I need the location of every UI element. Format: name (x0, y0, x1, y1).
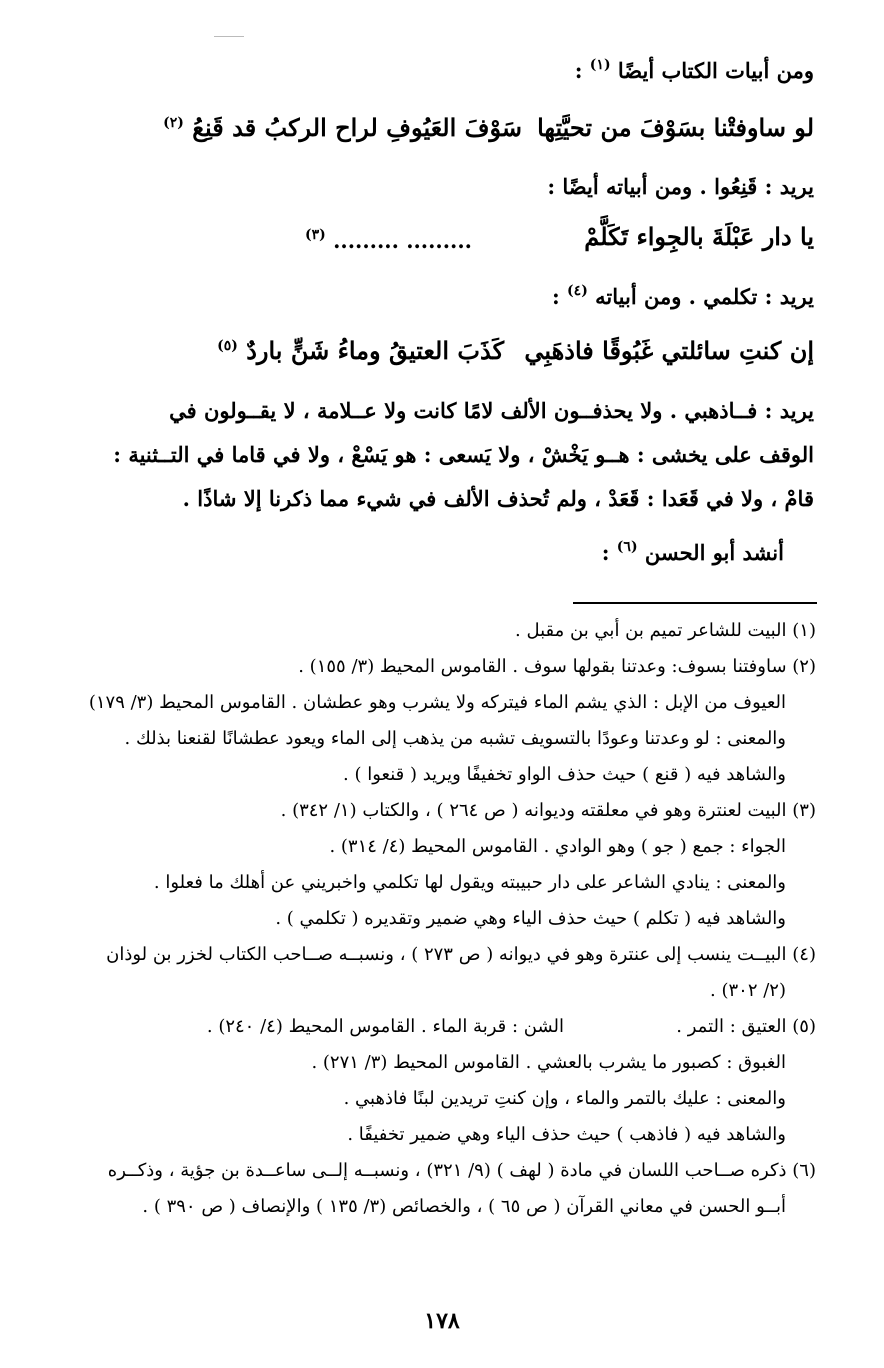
last-main-line (602, 540, 784, 565)
footnote-ref-4: (٤) (567, 283, 588, 299)
footnote-5-shann: الشن : قربة الماء . القاموس المحيط (٤/ ٢٤٠) . (206, 1016, 564, 1037)
verse-1-left-text: سَوْفَ العَيُوفِ لراح الركبُ قد قَنِعُ (192, 113, 522, 142)
page-number: ١٧٨ (424, 1308, 460, 1334)
explanation-line-2-colon: : (551, 284, 560, 309)
footnote-1: (١) البيت للشاعر تميم بن أبي بن مقبل . (515, 620, 816, 641)
verse-1-hemistich-right: لو ساوفتْنا بسَوْفَ من تحيَّتِها (537, 113, 814, 142)
footnote-ref-3: (٣) (304, 227, 326, 243)
intro-line (575, 58, 814, 83)
last-main-text: أنشد أبو الحسن (644, 540, 784, 565)
verse-3-hemistich-left (217, 336, 504, 365)
verse-3-hemistich-right: إن كنتِ سائلتي غَبُوقًا فاذهَبِي (524, 336, 814, 365)
explanation-line-1: يريد : قَنِعُوا . ومن أبياته أيضًا : (547, 174, 814, 199)
paragraph-line-1: يريد : فــاذهبي . ولا يحذفــون الألف لامًا كانت ولا عــلامة ، لا يقــولون في (169, 398, 814, 423)
footnote-divider (573, 602, 817, 604)
footnote-2-line-2: العيوف من الإبل : الذي يشم الماء فيتركه ولا يشرب وهو عطشان . القاموس المحيط (٣/ ١٧٩) (88, 692, 786, 713)
verse-2-hemistich-right: يا دار عَبْلَةَ بالجِواء تَكَلَّمْ (584, 222, 814, 251)
footnote-5-line-3: والمعنى : عليك بالتمر والماء ، وإن كنتِ تريدين لبنًا فاذهبي . (343, 1088, 786, 1109)
verse-2-hemistich-left (305, 228, 472, 253)
footnote-3-line-3: والمعنى : ينادي الشاعر على دار حبيبته ويقول لها تكلمي واخبريني عن أهلك ما فعلوا . (153, 872, 786, 893)
verse-3-left-text: كَذَبَ العتيقُ وماءُ شَنٍّ باردٌ (246, 336, 504, 365)
footnote-4: (٤) البيــت ينسب إلى عنترة وهو في ديوانه ( ص ٢٧٣ ) ، ونسبــه صــاحب الكتاب لخزر بن لوذان (106, 944, 816, 965)
footnote-ref-5: (٥) (217, 338, 238, 354)
intro-colon: : (574, 58, 583, 83)
footnote-5-line-2: الغبوق : كصبور ما يشرب بالعشي . القاموس المحيط (٣/ ٢٧١) . (311, 1052, 786, 1073)
footnote-ref-1: (١) (589, 57, 611, 73)
paragraph-line-2: الوقف على يخشى : هــو يَخْشْ ، ولا يَسعى : هو يَسْعْ ، ولا في قاما في التــثنية : (113, 442, 814, 467)
footnote-6: (٦) ذكره صــاحب اللسان في مادة ( لهف ) (٩/ ٣٢١) ، ونسبــه إلــى ساعــدة بن جؤية ، وذكــره (107, 1160, 816, 1181)
footnote-ref-6: (٦) (616, 539, 638, 555)
footnote-5-line-4: والشاهد فيه ( فاذهب ) حيث حذف الياء وهي ضمير تخفيفًا . (347, 1124, 786, 1145)
footnote-5: (٥) العتيق : التمر . (676, 1016, 816, 1037)
footnote-2: (٢) ساوفتنا بسوف: وعدتنا بقولها سوف . القاموس المحيط (٣/ ١٥٥) . (298, 656, 816, 677)
last-main-colon: : (601, 540, 610, 565)
footnote-6-line-2: أبــو الحسن في معاني القرآن ( ص ٦٥ ) ، والخصائص (٣/ ١٣٥ ) والإنصاف ( ص ٣٩٠ ) . (142, 1196, 786, 1217)
footnote-3: (٣) البيت لعنترة وهو في معلقته وديوانه ( ص ٢٦٤ ) ، والكتاب (١/ ٣٤٢) . (280, 800, 816, 821)
footnote-3-line-2: الجواء : جمع ( جو ) وهو الوادي . القاموس المحيط (٤/ ٣١٤) . (329, 836, 786, 857)
footnote-2-line-4: والشاهد فيه ( قنع ) حيث حذف الواو تخفيفًا ويريد ( قنعوا ) . (343, 764, 786, 785)
paragraph-line-3: قامْ ، ولا في قَعَدا : قَعَدْ ، ولم تُحذف الألف في شيء مما ذكرنا إلا شاذًا . (182, 486, 814, 511)
footnote-4-line-2: (٢/ ٣٠٢) . (710, 980, 786, 1001)
explanation-line-2 (552, 284, 814, 309)
intro-text: ومن أبيات الكتاب أيضًا (617, 58, 814, 83)
footnote-ref-2: (٢) (163, 115, 184, 131)
verse-2-dots: ......... ......... (333, 228, 472, 253)
explanation-line-2-text: يريد : تكلمي . ومن أبياته (595, 284, 814, 309)
verse-1-hemistich-left (163, 113, 522, 142)
scan-artifact (214, 36, 244, 37)
footnote-2-line-3: والمعنى : لو وعدتنا وعودًا بالتسويف تشبه من يذهب إلى الماء ويعود عطشانًا لقنعنا بذلك . (124, 728, 786, 749)
footnote-3-line-4: والشاهد فيه ( تكلم ) حيث حذف الياء وهي ضمير وتقديره ( تكلمي ) . (275, 908, 786, 929)
